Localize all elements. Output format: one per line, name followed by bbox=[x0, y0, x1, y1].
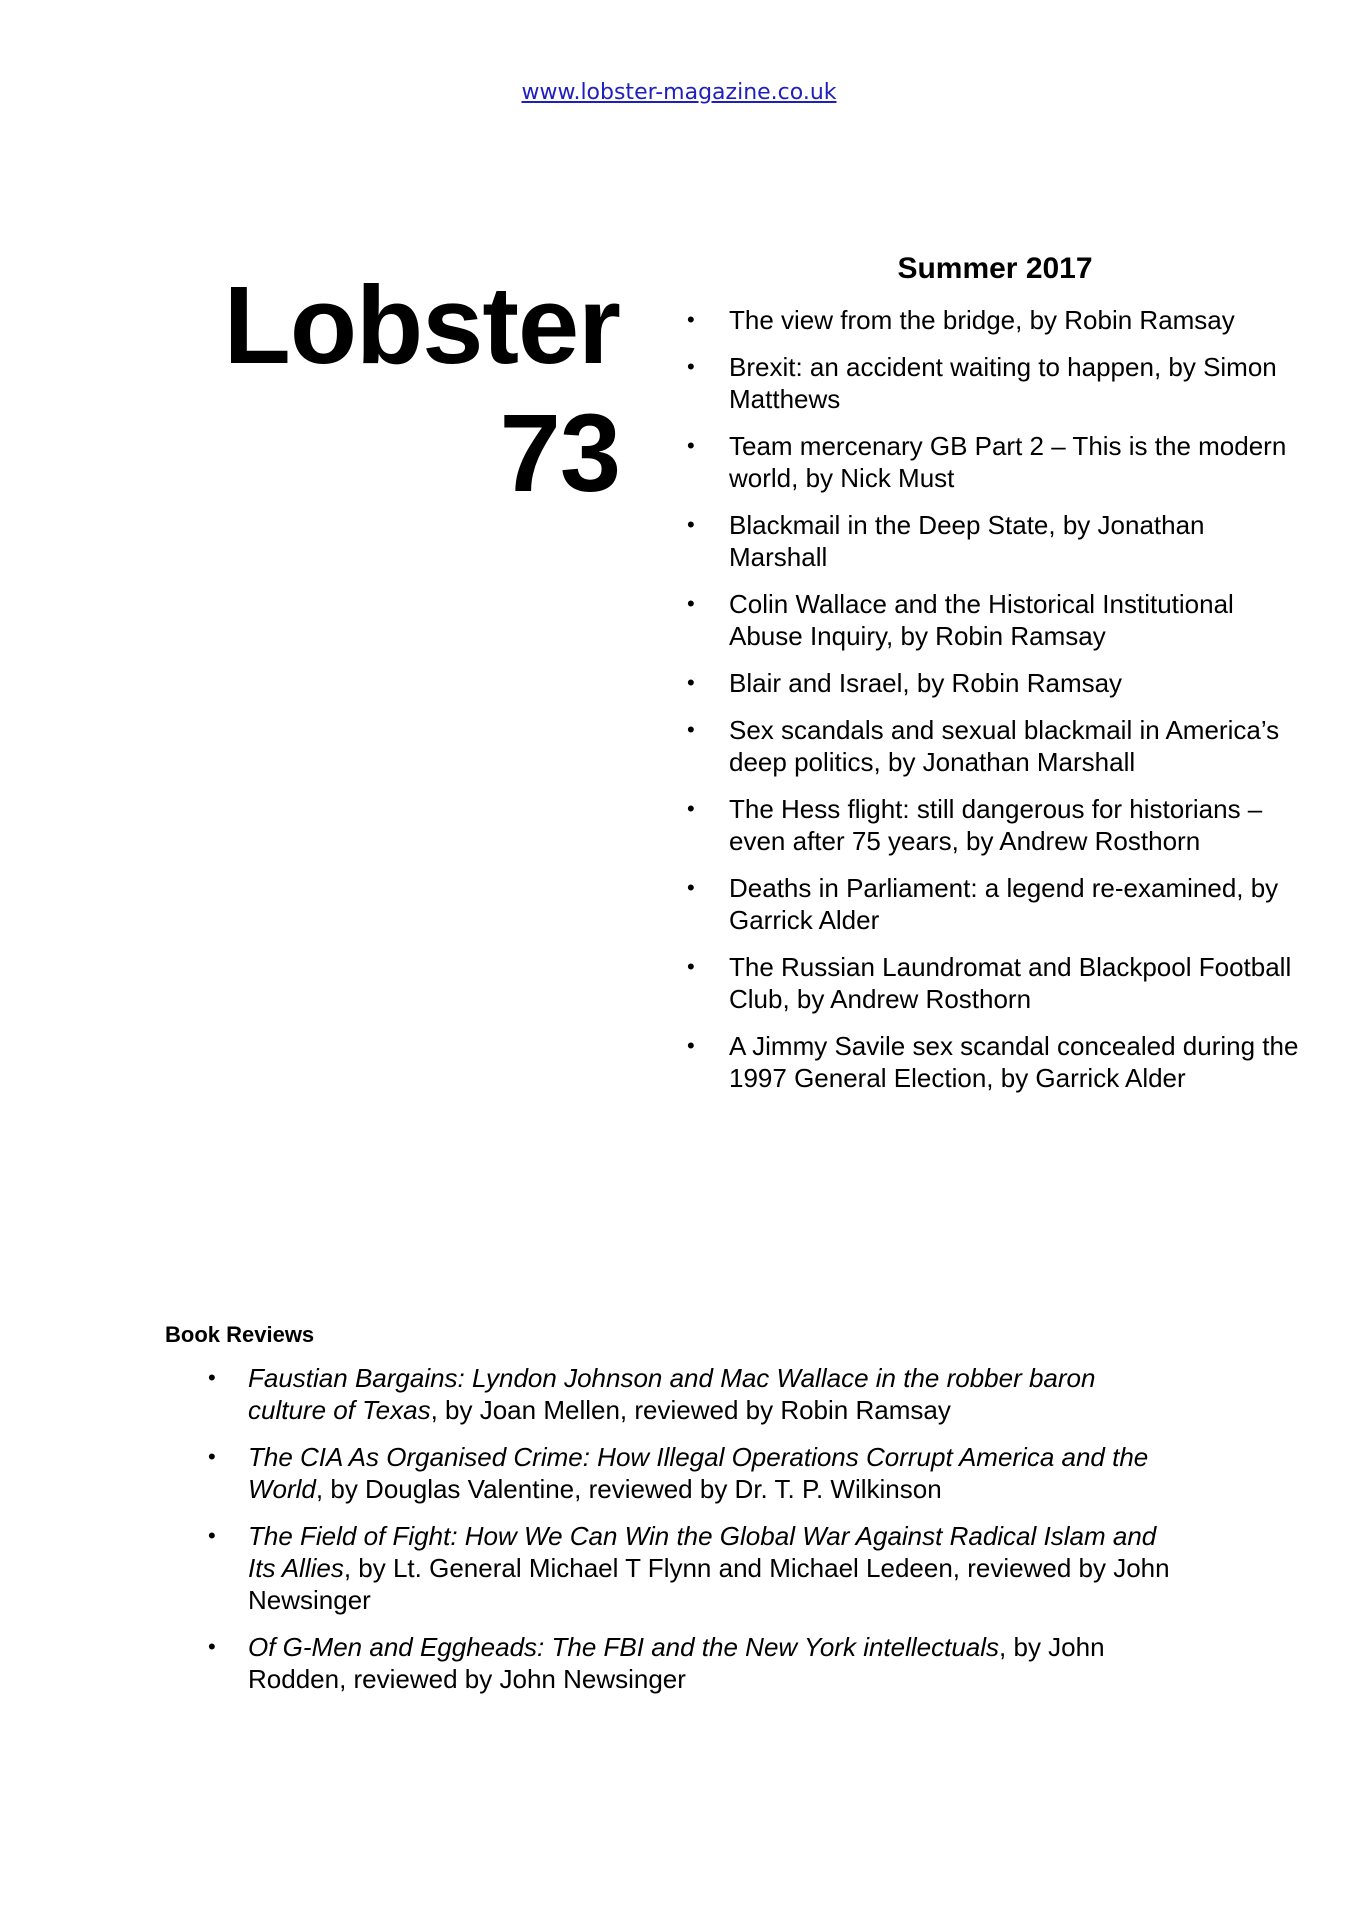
bullet-icon: • bbox=[687, 354, 695, 379]
book-title: The Field of Fight: How We Can Win the Global War Against Radical Islam and Its Allies bbox=[248, 1521, 1157, 1583]
book-title: Of G-Men and Eggheads: The FBI and the New York intellectuals bbox=[248, 1632, 1000, 1662]
magazine-title: Lobster bbox=[223, 264, 620, 387]
list-item bbox=[165, 1441, 1178, 1505]
book-reviews-heading: Book Reviews bbox=[165, 1322, 315, 1347]
list-item bbox=[680, 304, 1300, 336]
list-item bbox=[680, 1030, 1300, 1094]
list-item bbox=[165, 1362, 1178, 1426]
article-title: The view from the bridge, by Robin Ramsay bbox=[729, 305, 1235, 335]
book-reviews-section bbox=[165, 1322, 1215, 1710]
bullet-icon: • bbox=[687, 717, 695, 742]
list-item bbox=[680, 588, 1300, 652]
article-title: Sex scandals and sexual blackmail in America’s deep politics, by Jonathan Marshall bbox=[729, 715, 1280, 777]
article-title: The Hess flight: still dangerous for historians – even after 75 years, by Andrew Rosthorn bbox=[729, 794, 1263, 856]
book-review-list bbox=[165, 1362, 1215, 1695]
book-title: Faustian Bargains: Lyndon Johnson and Mac Wallace in the robber baron culture of Texas bbox=[248, 1363, 1096, 1425]
table-of-contents bbox=[680, 252, 1300, 1109]
issue-number: 73 bbox=[499, 392, 620, 515]
book-credits: , by Douglas Valentine, reviewed by Dr. T. P. Wilkinson bbox=[315, 1474, 942, 1504]
article-title: Colin Wallace and the Historical Institutional Abuse Inquiry, by Robin Ramsay bbox=[729, 589, 1234, 651]
bullet-icon: • bbox=[687, 433, 695, 458]
article-title: A Jimmy Savile sex scandal concealed during the 1997 General Election, by Garrick Alder bbox=[729, 1031, 1299, 1093]
list-item bbox=[680, 351, 1300, 415]
list-item bbox=[165, 1631, 1178, 1695]
book-credits: , by Joan Mellen, reviewed by Robin Ramsay bbox=[430, 1395, 951, 1425]
list-item bbox=[680, 714, 1300, 778]
issue-season: Summer 2017 bbox=[897, 252, 1093, 285]
article-title: Deaths in Parliament: a legend re-examined, by Garrick Alder bbox=[729, 873, 1279, 935]
bullet-icon: • bbox=[687, 670, 695, 695]
bullet-icon: • bbox=[687, 875, 695, 900]
list-item bbox=[680, 509, 1300, 573]
bullet-icon: • bbox=[687, 1033, 695, 1058]
article-title: Blair and Israel, by Robin Ramsay bbox=[729, 668, 1123, 698]
bullet-icon: • bbox=[208, 1634, 216, 1659]
list-item bbox=[680, 872, 1300, 936]
article-title: Brexit: an accident waiting to happen, by Simon Matthews bbox=[729, 352, 1277, 414]
book-title: The CIA As Organised Crime: How Illegal Operations Corrupt America and the World bbox=[248, 1442, 1149, 1504]
bullet-icon: • bbox=[687, 954, 695, 979]
list-item bbox=[680, 667, 1300, 699]
bullet-icon: • bbox=[687, 591, 695, 616]
list-item bbox=[680, 793, 1300, 857]
site-url-link[interactable]: www.lobster-magazine.co.uk bbox=[521, 80, 837, 105]
bullet-icon: • bbox=[208, 1523, 216, 1548]
masthead bbox=[180, 262, 620, 518]
book-credits: , by John Rodden, reviewed by John Newsinger bbox=[248, 1632, 1105, 1694]
bullet-icon: • bbox=[208, 1444, 216, 1469]
list-item bbox=[680, 951, 1300, 1015]
bullet-icon: • bbox=[687, 512, 695, 537]
bullet-icon: • bbox=[687, 307, 695, 332]
article-title: The Russian Laundromat and Blackpool Football Club, by Andrew Rosthorn bbox=[729, 952, 1292, 1014]
bullet-icon: • bbox=[687, 796, 695, 821]
article-title: Blackmail in the Deep State, by Jonathan Marshall bbox=[729, 510, 1205, 572]
bullet-icon: • bbox=[208, 1365, 216, 1390]
article-title: Team mercenary GB Part 2 – This is the modern world, by Nick Must bbox=[729, 431, 1287, 493]
list-item bbox=[680, 430, 1300, 494]
article-list bbox=[680, 304, 1300, 1094]
list-item bbox=[165, 1520, 1178, 1616]
book-credits: , by Lt. General Michael T Flynn and Michael Ledeen, reviewed by John Newsinger bbox=[248, 1553, 1170, 1615]
